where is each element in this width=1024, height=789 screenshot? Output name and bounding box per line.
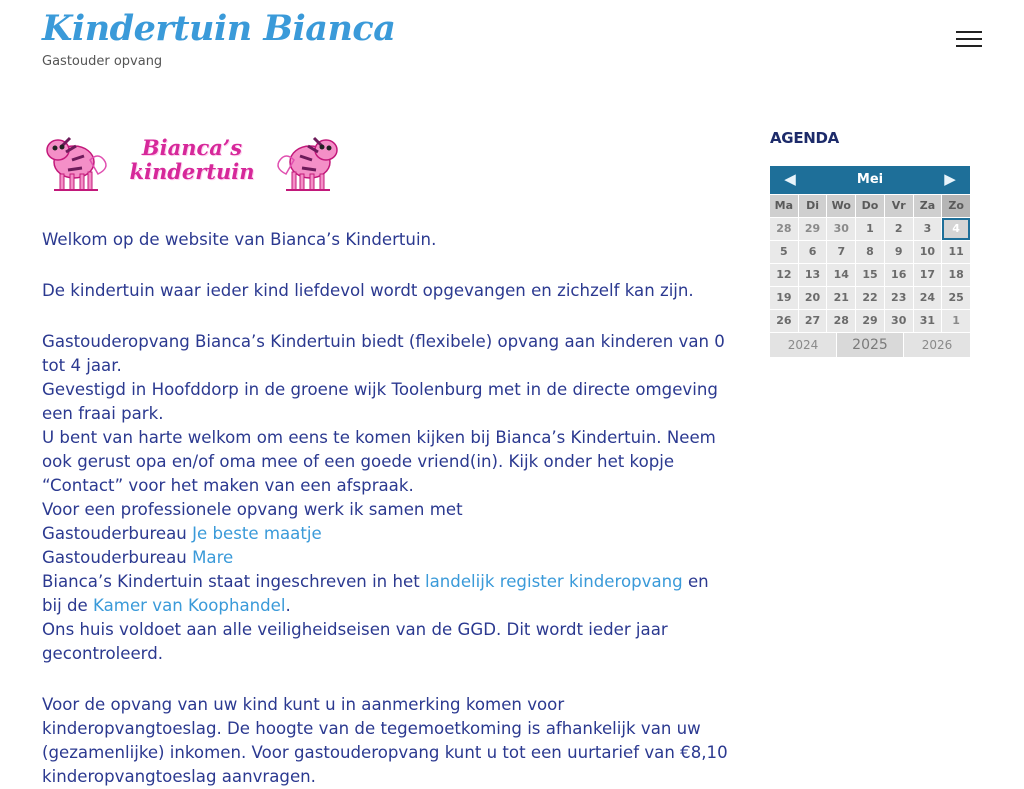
calendar-day[interactable]: 22 — [856, 287, 884, 309]
welcome-paragraph: Welkom op de website van Bianca’s Kindertuin. — [42, 230, 437, 249]
calendar-day[interactable]: 1 — [942, 310, 970, 332]
calendar-day[interactable]: 29 — [799, 218, 827, 240]
weekday-label: Wo — [827, 195, 855, 217]
calendar-day[interactable]: 29 — [856, 310, 884, 332]
safety-paragraph: Ons huis voldoet aan alle veiligheidseisen van de GGD. Dit wordt ieder jaar gecontroleerd. — [42, 620, 668, 663]
calendar-day[interactable]: 12 — [770, 264, 798, 286]
calendar-day[interactable]: 20 — [799, 287, 827, 309]
kindertuin-logo — [42, 124, 342, 196]
site-tagline: Gastouder opvang — [42, 54, 163, 69]
calendar-day[interactable]: 24 — [914, 287, 942, 309]
weekday-label: Do — [856, 195, 884, 217]
calendar-day[interactable]: 23 — [885, 287, 913, 309]
logo-text-line2: kindertuin — [129, 159, 255, 184]
calendar-day[interactable]: 17 — [914, 264, 942, 286]
calendar-day[interactable]: 19 — [770, 287, 798, 309]
register-link[interactable]: landelijk register kinderopvang — [425, 572, 683, 591]
calendar-day[interactable]: 7 — [827, 241, 855, 263]
calendar-day[interactable]: 6 — [799, 241, 827, 263]
calendar-grid — [770, 195, 970, 332]
calendar-day[interactable]: 30 — [885, 310, 913, 332]
calendar-day[interactable]: 31 — [914, 310, 942, 332]
location-paragraph: Gevestigd in Hoofddorp in de groene wijk Toolenburg met in de directe omgeving een fraai park. — [42, 380, 718, 423]
menu-bar — [956, 45, 982, 47]
calendar-years — [770, 333, 970, 357]
calendar-day[interactable]: 5 — [770, 241, 798, 263]
agenda-heading: AGENDA — [770, 129, 839, 147]
bureau2-link[interactable]: Mare — [192, 548, 234, 567]
menu-bar — [956, 38, 982, 40]
calendar-day[interactable]: 30 — [827, 218, 855, 240]
calendar-day[interactable]: 25 — [942, 287, 970, 309]
calendar-day-today[interactable]: 4 — [942, 218, 970, 240]
bureau-prefix: Gastouderbureau — [42, 548, 193, 567]
calendar-day[interactable]: 15 — [856, 264, 884, 286]
calendar-header — [770, 166, 970, 194]
register-prefix: Bianca’s Kindertuin staat ingeschreven in het — [42, 572, 425, 591]
calendar-year[interactable]: 2026 — [904, 333, 970, 357]
calendar-day[interactable]: 14 — [827, 264, 855, 286]
weekday-label: Zo — [942, 195, 970, 217]
calendar-day[interactable]: 18 — [942, 264, 970, 286]
bureau1-line — [42, 522, 732, 546]
partner-paragraph: Voor een professionele opvang werk ik samen met — [42, 500, 463, 519]
calendar-day[interactable]: 9 — [885, 241, 913, 263]
next-month-icon[interactable]: ▶ — [944, 170, 956, 188]
site-title[interactable]: Kindertuin Bianca — [42, 8, 396, 49]
bureau-prefix: Gastouderbureau — [42, 524, 193, 543]
bureau2-line — [42, 546, 732, 570]
calendar-day[interactable]: 13 — [799, 264, 827, 286]
weekday-label: Vr — [885, 195, 913, 217]
calendar-day[interactable]: 3 — [914, 218, 942, 240]
calendar-day[interactable]: 10 — [914, 241, 942, 263]
kvk-link[interactable]: Kamer van Koophandel — [93, 596, 286, 615]
age-paragraph: Gastouderopvang Bianca’s Kindertuin biedt (flexibele) opvang aan kinderen van 0 tot 4 jaar. — [42, 332, 725, 375]
calendar-day[interactable]: 28 — [770, 218, 798, 240]
allowance-paragraph: Voor de opvang van uw kind kunt u in aanmerking komen voor kinderopvangtoeslag. De hoogte van de tegemoetkoming is afhankelijk van uw (gezamenlijke) inkomen. Voor gastouderopvang kunt u tot een uurtarief van €8,10 kinderopvangtoeslag aanvragen. — [42, 695, 728, 786]
calendar-year-current[interactable]: 2025 — [837, 333, 903, 357]
bureau1-link[interactable]: Je beste maatje — [192, 524, 322, 543]
calendar-day[interactable]: 11 — [942, 241, 970, 263]
prev-month-icon[interactable]: ◀ — [784, 170, 796, 188]
calendar-day[interactable]: 28 — [827, 310, 855, 332]
register-paragraph — [42, 570, 732, 618]
calendar-day[interactable]: 8 — [856, 241, 884, 263]
visit-paragraph: U bent van harte welkom om eens te komen kijken bij Bianca’s Kindertuin. Neem ook gerust opa en/of oma mee of een goede vriend(in). Kijk onder het kopje “Contact” voor het maken van een afspraak. — [42, 428, 716, 495]
hamburger-menu-icon[interactable] — [956, 30, 983, 50]
calendar-day[interactable]: 26 — [770, 310, 798, 332]
calendar-day[interactable]: 1 — [856, 218, 884, 240]
intro-paragraph: De kindertuin waar ieder kind liefdevol wordt opgevangen en zichzelf kan zijn. — [42, 281, 694, 300]
weekday-label: Ma — [770, 195, 798, 217]
menu-bar — [956, 31, 982, 33]
calendar-day[interactable]: 27 — [799, 310, 827, 332]
weekday-label: Za — [914, 195, 942, 217]
logo-text-line1: Bianca’s — [141, 135, 243, 160]
calendar-month: Mei — [856, 172, 884, 187]
calendar-day[interactable]: 16 — [885, 264, 913, 286]
weekday-label: Di — [799, 195, 827, 217]
calendar-day[interactable]: 2 — [885, 218, 913, 240]
main-content — [42, 228, 732, 789]
register-mid: en bij de — [42, 572, 709, 615]
calendar-day[interactable]: 21 — [827, 287, 855, 309]
register-end: . — [285, 596, 291, 615]
agenda-calendar — [770, 166, 970, 357]
calendar-year[interactable]: 2024 — [770, 333, 836, 357]
